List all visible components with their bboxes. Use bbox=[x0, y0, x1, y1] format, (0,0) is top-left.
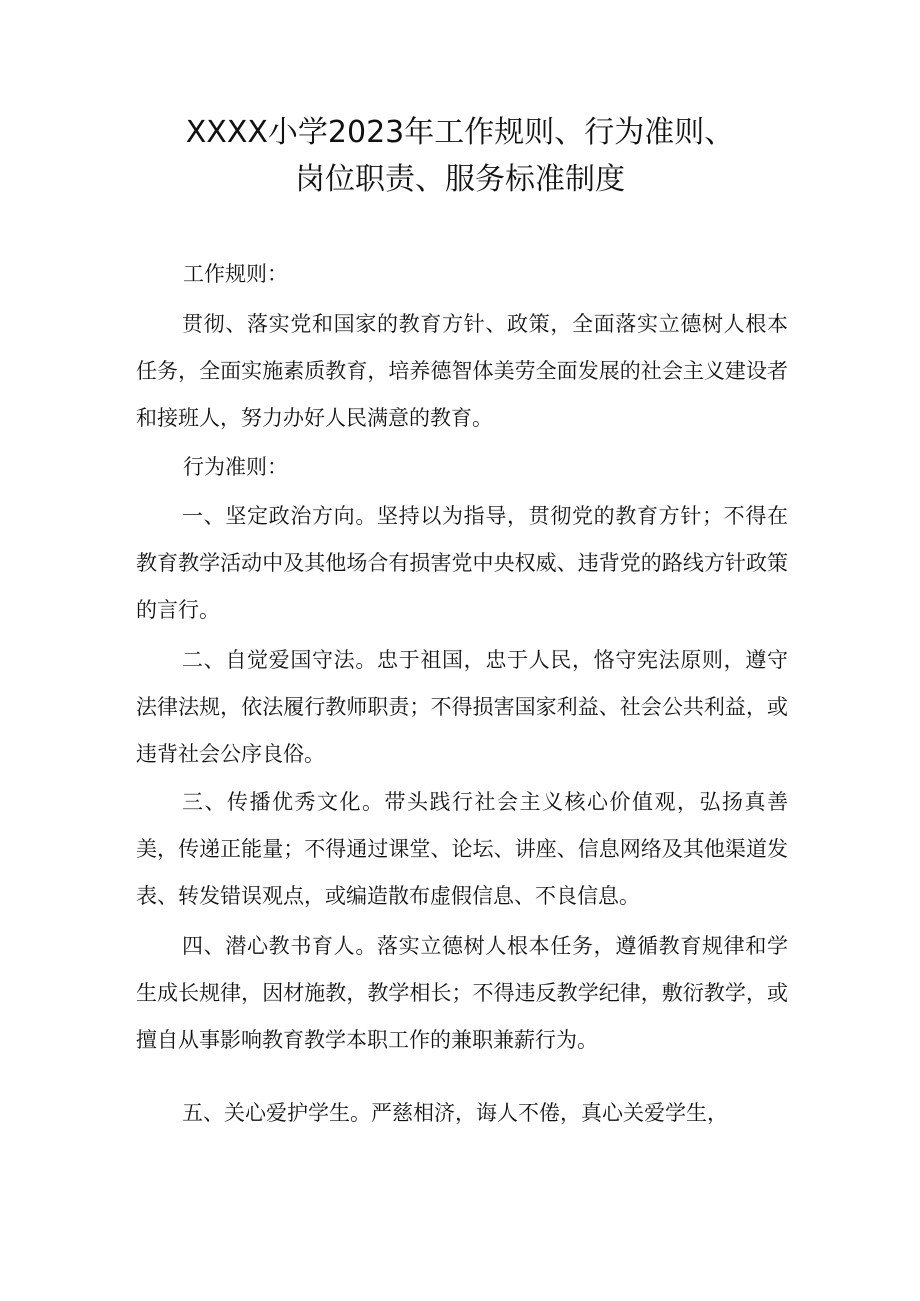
conduct-rule-1: 一、坚定政治方向。坚持以为指导，贯彻党的教育方针；不得在教育教学活动中及其他场合有损害党中央权威、违背党的路线方针政策的言行。 bbox=[136, 504, 788, 622]
work-rules-paragraph: 贯彻、落实党和国家的教育方针、政策，全面落实立德树人根本任务，全面实施素质教育，培养德智体美劳全面发展的社会主义建设者和接班人，努力办好人民满意的教育。 bbox=[136, 312, 788, 430]
conduct-rule-2: 二、自觉爱国守法。忠于祖国，忠于人民，恪守宪法原则，遵守法律法规，依法履行教师职责；不得损害国家利益、社会公共利益，或违背社会公序良俗。 bbox=[136, 648, 788, 766]
conduct-rule-3: 三、传播优秀文化。带头践行社会主义核心价值观，弘扬真善美，传递正能量；不得通过课堂、论坛、讲座、信息网络及其他渠道发表、转发错误观点，或编造散布虚假信息、不良信息。 bbox=[136, 790, 788, 908]
conduct-rules-heading: 行为准则： bbox=[183, 455, 288, 479]
conduct-rule-4: 四、潜心教书育人。落实立德树人根本任务，遵循教育规律和学生成长规律，因材施教，教学相长；不得违反教学纪律，敷衍教学，或擅自从事影响教育教学本职工作的兼职兼薪行为。 bbox=[136, 934, 788, 1052]
document-title-line-2: 岗位职责、服务标准制度 bbox=[295, 162, 625, 197]
document-title-line-1: XXXX小学2023年工作规则、行为准则、 bbox=[185, 115, 735, 150]
conduct-rule-5: 五、关心爱护学生。严慈相济，诲人不倦，真心关爱学生， bbox=[182, 1101, 728, 1125]
work-rules-heading: 工作规则： bbox=[183, 262, 288, 286]
